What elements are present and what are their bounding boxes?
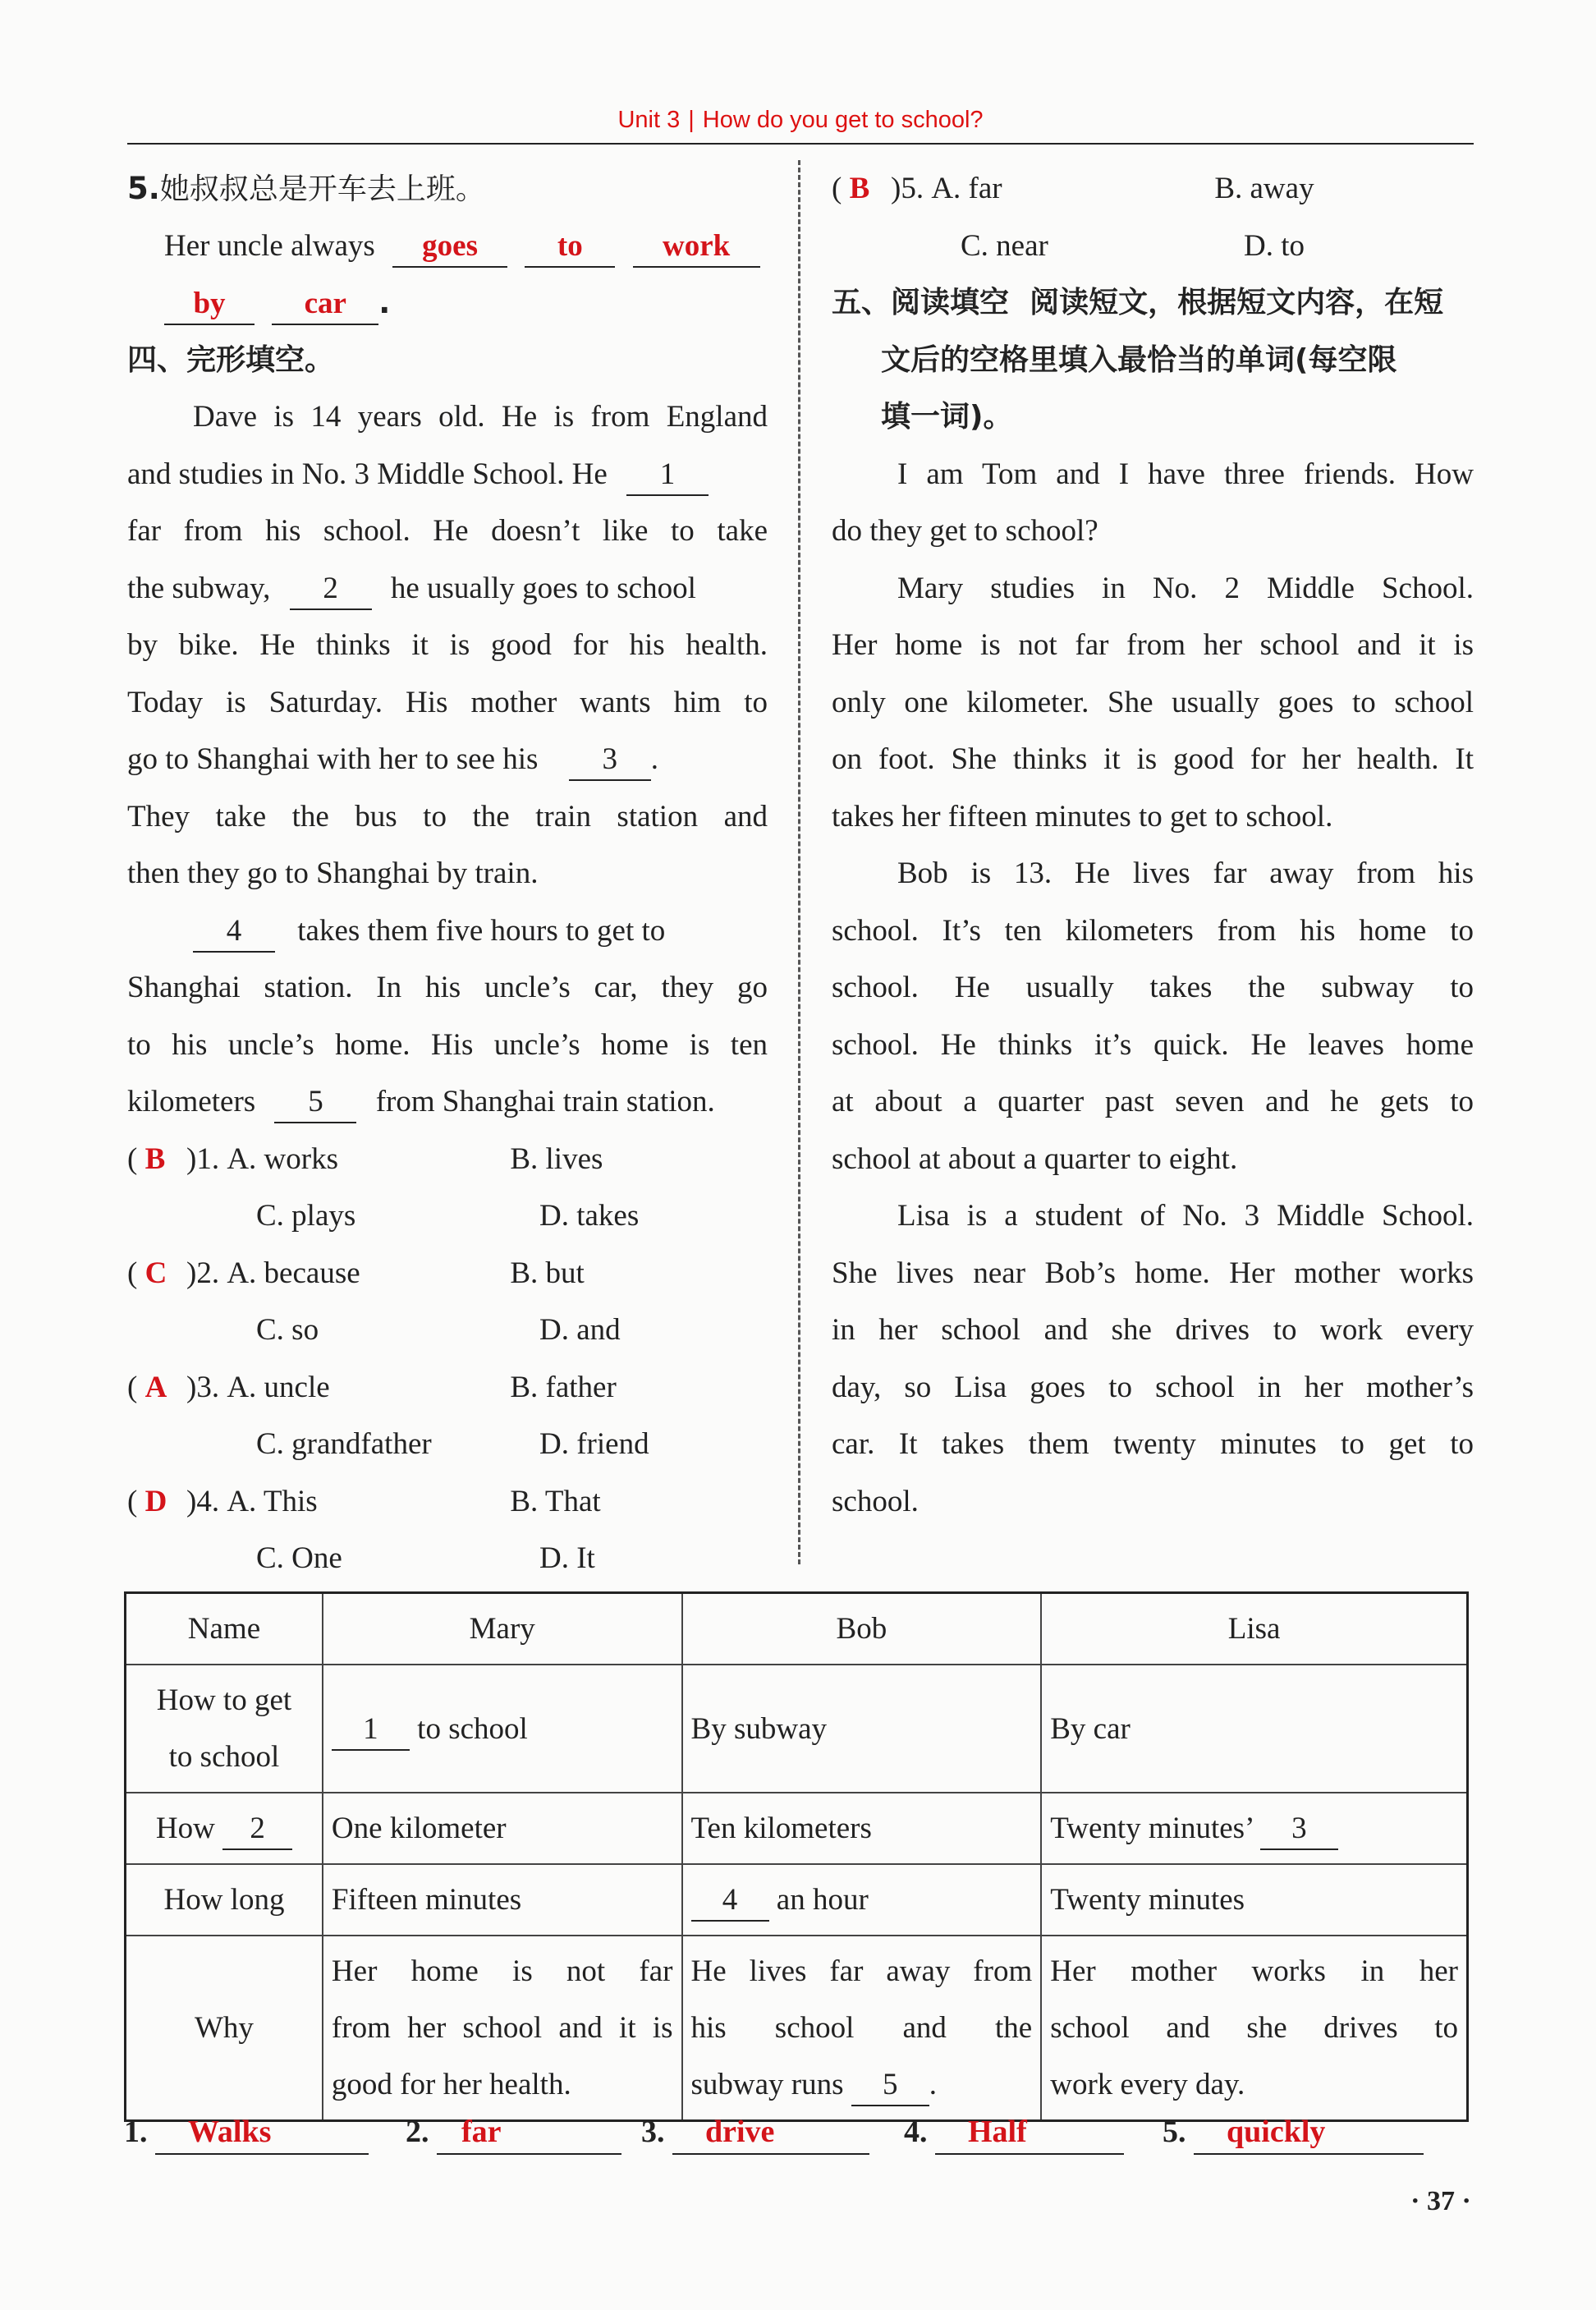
- right-column: [832, 160, 1474, 1530]
- passage-line: Shanghai station. In his uncle’s car, they go: [127, 971, 768, 1004]
- passage-line: They take the bus to the train station and: [127, 799, 768, 834]
- option-c[interactable]: C. grandfather: [256, 1427, 432, 1461]
- page-number: · 37 ·: [1410, 2186, 1471, 2216]
- passage-line: She lives near Bob’s home. Her mother works: [832, 1256, 1474, 1290]
- cloze-heading: 四、完形填空。: [127, 342, 335, 377]
- cloze-blank[interactable]: 1: [626, 455, 709, 496]
- passage-line: Mary studies in No. 2 Middle School.: [897, 571, 1474, 605]
- table-label-cell: Why: [126, 1936, 323, 2121]
- cloze-blank[interactable]: 3: [569, 740, 651, 781]
- answer-row: [124, 2110, 1470, 2168]
- option-d[interactable]: D. friend: [539, 1427, 649, 1461]
- passage-line: at about a quarter past seven and he gets to: [832, 1085, 1474, 1118]
- reading-heading: 五、阅读填空 阅读短文，根据短文内容，在短: [832, 286, 1444, 319]
- cloze-blank[interactable]: 4: [193, 912, 275, 953]
- table-row: [126, 1793, 1468, 1864]
- passage-line: to his uncle’s home. His uncle’s home is ten: [127, 1027, 768, 1062]
- question-row: ( B )5. A. far B. away: [832, 160, 1474, 218]
- passage-line: Her home is not far from her school and it is: [832, 628, 1474, 662]
- question-row: ( D )4. A. This B. That: [127, 1473, 768, 1531]
- passage-line: in her school and she drives to work every: [832, 1313, 1474, 1347]
- table-header-cell: Bob: [682, 1593, 1042, 1665]
- column-divider: [798, 160, 800, 1564]
- answer-blank[interactable]: to: [525, 227, 615, 268]
- table-blank[interactable]: 1: [332, 1710, 410, 1751]
- passage-line: school. It’s ten kilometers from his home to: [832, 913, 1474, 948]
- answer-blank[interactable]: car: [272, 284, 378, 325]
- table-cell: Fifteen minutes: [323, 1864, 682, 1936]
- question-row-cont: [127, 1530, 768, 1587]
- option-d[interactable]: D. takes: [539, 1199, 640, 1233]
- answer-choice[interactable]: B: [849, 172, 870, 205]
- table-header-cell: Name: [126, 1593, 323, 1665]
- option-b[interactable]: B. away: [1214, 172, 1314, 205]
- table-header-cell: Mary: [323, 1593, 682, 1665]
- table-cell: Her home is not far from her school and it is good for her health.: [323, 1936, 682, 2121]
- answer-choice[interactable]: A: [144, 1370, 167, 1404]
- option-b[interactable]: B. That: [510, 1484, 601, 1518]
- unit-label: Unit 3: [617, 107, 681, 133]
- passage-line: then they go to Shanghai by train.: [127, 856, 539, 890]
- question-row-cont: [127, 1302, 768, 1359]
- passage-line: Today is Saturday. His mother wants him to: [127, 685, 768, 719]
- cloze-blank[interactable]: 2: [290, 569, 372, 610]
- answer-blank[interactable]: far: [437, 2110, 621, 2155]
- answer-blank[interactable]: by: [164, 284, 255, 325]
- left-column: [127, 160, 768, 1587]
- question-row-cont: [832, 218, 1474, 275]
- question-row-cont: [127, 1187, 768, 1245]
- passage-line: Dave is 14 years old. He is from England: [193, 400, 768, 434]
- question-row-cont: [127, 1416, 768, 1473]
- passage-line: do they get to school?: [832, 514, 1098, 548]
- table-cell: By car: [1041, 1665, 1467, 1793]
- answer-blank[interactable]: Half: [935, 2110, 1124, 2155]
- table-blank[interactable]: 4: [691, 1881, 769, 1922]
- answer-choice[interactable]: C: [144, 1256, 167, 1290]
- cloze-blank[interactable]: 5: [274, 1082, 356, 1123]
- option-c[interactable]: C. plays: [256, 1199, 356, 1233]
- answer-item: 3. drive: [641, 2110, 869, 2155]
- passage-line: only one kilometer. She usually goes to school: [832, 685, 1474, 719]
- answer-blank[interactable]: drive: [672, 2110, 869, 2155]
- passage-line: by bike. He thinks it is good for his health.: [127, 628, 768, 662]
- unit-title: How do you get to school?: [702, 107, 984, 133]
- passage-line: takes her fifteen minutes to get to school.: [832, 799, 1333, 834]
- table-blank[interactable]: 5: [851, 2065, 929, 2106]
- table-cell: One kilometer: [323, 1793, 682, 1864]
- passage-line: go to Shanghai with her to see his 3 .: [127, 731, 768, 788]
- passage-line: on foot. She thinks it is good for her health. It: [832, 742, 1474, 776]
- answer-item: 4. Half: [904, 2110, 1124, 2155]
- option-b[interactable]: B. but: [510, 1256, 585, 1290]
- table-cell: Twenty minutes: [1041, 1864, 1467, 1936]
- table-row: [126, 1936, 1468, 2121]
- option-c[interactable]: C. One: [256, 1541, 342, 1575]
- passage-line: I am Tom and I have three friends. How: [897, 457, 1474, 491]
- option-c[interactable]: C. near: [961, 228, 1048, 263]
- option-a[interactable]: A. This: [227, 1484, 318, 1518]
- table-cell: Her mother works in her school and she drives to work every day.: [1041, 1936, 1467, 2121]
- answer-blank[interactable]: goes: [392, 227, 507, 268]
- passage-line: school at about a quarter to eight.: [832, 1141, 1238, 1176]
- table-row: [126, 1864, 1468, 1936]
- passage-line: kilometers 5 from Shanghai train station.: [127, 1073, 768, 1131]
- table-blank[interactable]: 3: [1260, 1809, 1338, 1850]
- table-label-cell: How to get to school: [126, 1665, 323, 1793]
- option-b[interactable]: B. lives: [510, 1141, 603, 1176]
- table-cell: Ten kilometers: [682, 1793, 1042, 1864]
- table-blank[interactable]: 2: [222, 1809, 292, 1850]
- answer-blank[interactable]: work: [633, 227, 760, 268]
- answer-choice[interactable]: B: [144, 1141, 166, 1176]
- table-header-cell: Lisa: [1041, 1593, 1467, 1665]
- question-row: ( C )2. A. because B. but: [127, 1245, 768, 1302]
- option-a[interactable]: A. far: [931, 172, 1002, 205]
- answer-blank[interactable]: quickly: [1194, 2110, 1424, 2155]
- passage-line: car. It takes them twenty minutes to get to: [832, 1427, 1474, 1461]
- passage-line: school. He thinks it’s quick. He leaves home: [832, 1027, 1474, 1062]
- passage-line: school.: [832, 1484, 919, 1518]
- table-row: [126, 1665, 1468, 1793]
- table-cell: 1 to school: [323, 1665, 682, 1793]
- option-c[interactable]: C. so: [256, 1313, 319, 1347]
- table-row: [126, 1593, 1468, 1665]
- table-cell: Twenty minutes’ 3: [1041, 1793, 1467, 1864]
- reading-heading-cont: 填一词)。: [881, 400, 1013, 434]
- passage-line: the subway, 2 he usually goes to school: [127, 560, 768, 618]
- page-header: [127, 97, 1474, 145]
- table-cell: 4 an hour: [682, 1864, 1042, 1936]
- table-cell: He lives far away from his school and the subway runs 5 .: [682, 1936, 1042, 2121]
- q5-sentence-cont: by car .: [127, 274, 768, 332]
- header-separator: |: [688, 107, 695, 133]
- option-a[interactable]: A. because: [227, 1256, 360, 1290]
- option-a[interactable]: A. works: [227, 1141, 338, 1176]
- table-label-cell: How long: [126, 1864, 323, 1936]
- reading-heading-cont: 文后的空格里填入最恰当的单词(每空限: [881, 342, 1397, 377]
- passage-line: day, so Lisa goes to school in her mother’s: [832, 1370, 1474, 1404]
- question-row: ( A )3. A. uncle B. father: [127, 1359, 768, 1417]
- answer-item: 5. quickly: [1163, 2110, 1424, 2155]
- option-d[interactable]: D. It: [539, 1541, 595, 1575]
- passage-line: Lisa is a student of No. 3 Middle School.: [897, 1199, 1474, 1233]
- answer-item: 1. Walks: [124, 2110, 369, 2155]
- question-row: ( B )1. A. works B. lives: [127, 1131, 768, 1188]
- passage-line: school. He usually takes the subway to: [832, 971, 1474, 1004]
- q5-prompt: 5.她叔叔总是开车去上班。: [127, 171, 485, 206]
- answer-choice[interactable]: D: [144, 1484, 167, 1518]
- table-cell: By subway: [682, 1665, 1042, 1793]
- info-table: [124, 1591, 1469, 2122]
- passage-line: and studies in No. 3 Middle School. He 1: [127, 446, 768, 503]
- option-a[interactable]: A. uncle: [227, 1370, 330, 1404]
- answer-item: 2. far: [406, 2110, 621, 2155]
- q5-sentence: Her uncle always goes to work: [127, 218, 768, 275]
- passage-line: 4 takes them five hours to get to: [127, 902, 768, 960]
- passage-line: far from his school. He doesn’t like to take: [127, 514, 768, 548]
- passage-line: Bob is 13. He lives far away from his: [897, 856, 1474, 890]
- table-label-cell: How 2: [126, 1793, 323, 1864]
- option-b[interactable]: B. father: [510, 1370, 617, 1404]
- option-d[interactable]: D. to: [1244, 228, 1305, 263]
- answer-blank[interactable]: Walks: [155, 2110, 369, 2155]
- option-d[interactable]: D. and: [539, 1313, 621, 1347]
